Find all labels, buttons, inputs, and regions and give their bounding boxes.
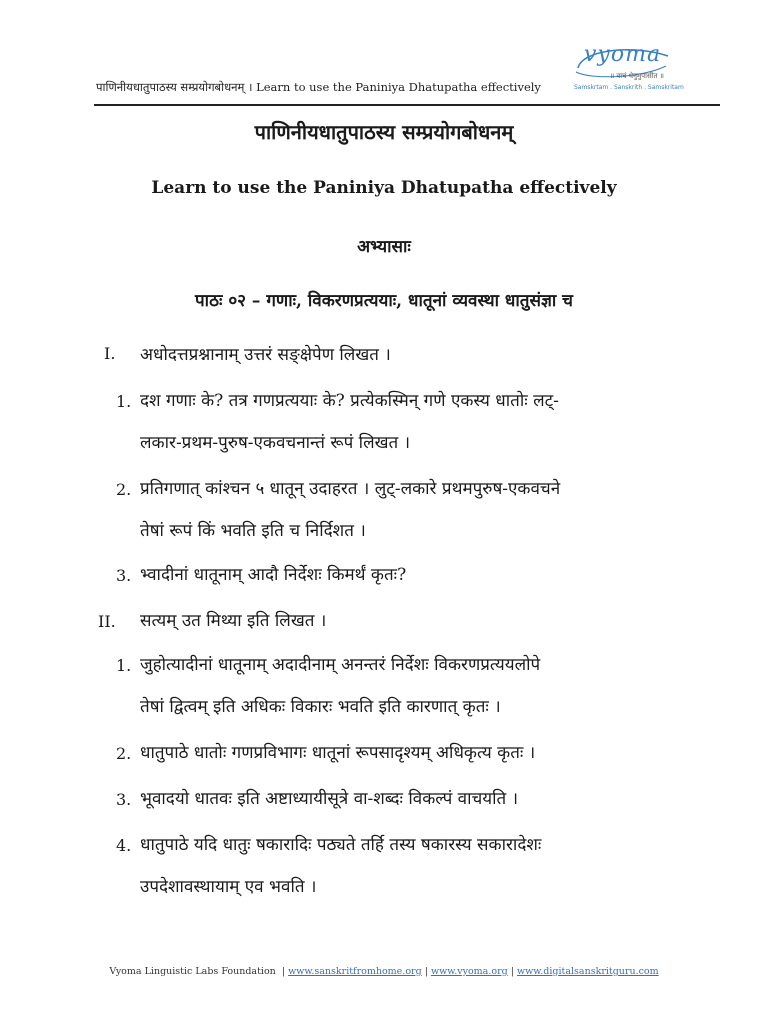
- question-number: 2.: [116, 480, 132, 499]
- question-text: दश गणाः के? तत्र गणप्रत्ययाः के? प्रत्येकस्मिन् गणे एकस्य धातोः लट्-: [140, 391, 559, 411]
- footer-separator: |: [424, 966, 428, 977]
- running-header: पाणिनीयधातुपाठस्य सम्प्रयोगबोधनम् । Learn to use the Paniniya Dhatupatha effectively: [96, 80, 541, 94]
- lesson-title: पाठः ०२ – गणाः, विकरणप्रत्ययाः, धातूनां व्यवस्था धातुसंज्ञा च: [195, 291, 573, 311]
- header-divider: [94, 104, 720, 106]
- footer-link-digitalsanskritguru[interactable]: www.digitalsanskritguru.com: [516, 966, 659, 977]
- footer-link-sanskritfromhome[interactable]: www.sanskritfromhome.org: [288, 966, 422, 977]
- question-number: 2.: [116, 744, 132, 763]
- question-text-continued: तेषां रूपं किं भवति इति च निर्दिशत ।: [140, 521, 366, 541]
- page-footer: [0, 966, 768, 977]
- question-text: भ्वादीनां धातूनाम् आदौ निर्देशः किमर्थं कृतः?: [140, 565, 407, 585]
- question-number: 3.: [116, 566, 132, 585]
- question-text: प्रतिगणात् कांश्चन ५ धातून् उदाहरत । लुट्-लकारे प्रथमपुरुष-एकवचने: [140, 479, 561, 499]
- question-text-continued: उपदेशावस्थायाम् एव भवति ।: [140, 877, 317, 897]
- question-text: धातुपाठे धातोः गणप्रविभागः धातूनां रूपसादृश्यम् अधिकृत्य कृतः ।: [140, 743, 536, 763]
- footer-separator: |: [281, 966, 286, 977]
- page-title-english: Learn to use the Paniniya Dhatupatha effectively: [151, 178, 617, 198]
- question-number: 4.: [116, 836, 132, 855]
- page-title-devanagari: पाणिनीयधातुपाठस्य सम्प्रयोगबोधनम्: [254, 120, 514, 144]
- question-number: 1.: [116, 392, 132, 411]
- section-numeral: I.: [104, 344, 116, 363]
- question-number: 1.: [116, 656, 132, 675]
- question-text: धातुपाठे यदि धातुः षकारादिः पठ्यते तर्हि तस्य षकारस्य सकारादेशः: [140, 835, 542, 855]
- question-number: 3.: [116, 790, 132, 809]
- section-instruction: सत्यम् उत मिथ्या इति लिखत ।: [140, 611, 327, 631]
- section-numeral: II.: [98, 612, 116, 631]
- vyoma-logo: [570, 42, 684, 100]
- footer-link-vyoma[interactable]: www.vyoma.org: [430, 966, 508, 977]
- logo-subtitle: Samskrtam . Sanskrith . Samskritam: [574, 84, 684, 91]
- footer-separator: |: [510, 966, 514, 977]
- question-text-continued: लकार-प्रथम-पुरुष-एकवचनान्तं रूपं लिखत ।: [140, 433, 411, 453]
- logo-wordmark: vyoma: [584, 42, 662, 67]
- section-instruction: अधोदत्तप्रश्नानाम् उत्तरं सङ्क्षेपेण लिखत ।: [140, 345, 391, 365]
- question-text: भूवादयो धातवः इति अष्टाध्यायीसूत्रे वा-शब्दः विकल्पं वाचयति ।: [140, 789, 519, 809]
- logo-tagline: ॥ वाचं धेनुमुपासीत ॥: [610, 72, 664, 80]
- footer-org: Vyoma Linguistic Labs Foundation: [109, 966, 276, 977]
- question-text: जुहोत्यादीनां धातूनाम् अदादीनाम् अनन्तरं निर्देशः विकरणप्रत्ययलोपे: [140, 655, 541, 675]
- question-text-continued: तेषां द्वित्वम् इति अधिकः विकारः भवति इति कारणात् कृतः ।: [140, 697, 501, 717]
- exercises-heading: अभ्यासाः: [357, 237, 411, 257]
